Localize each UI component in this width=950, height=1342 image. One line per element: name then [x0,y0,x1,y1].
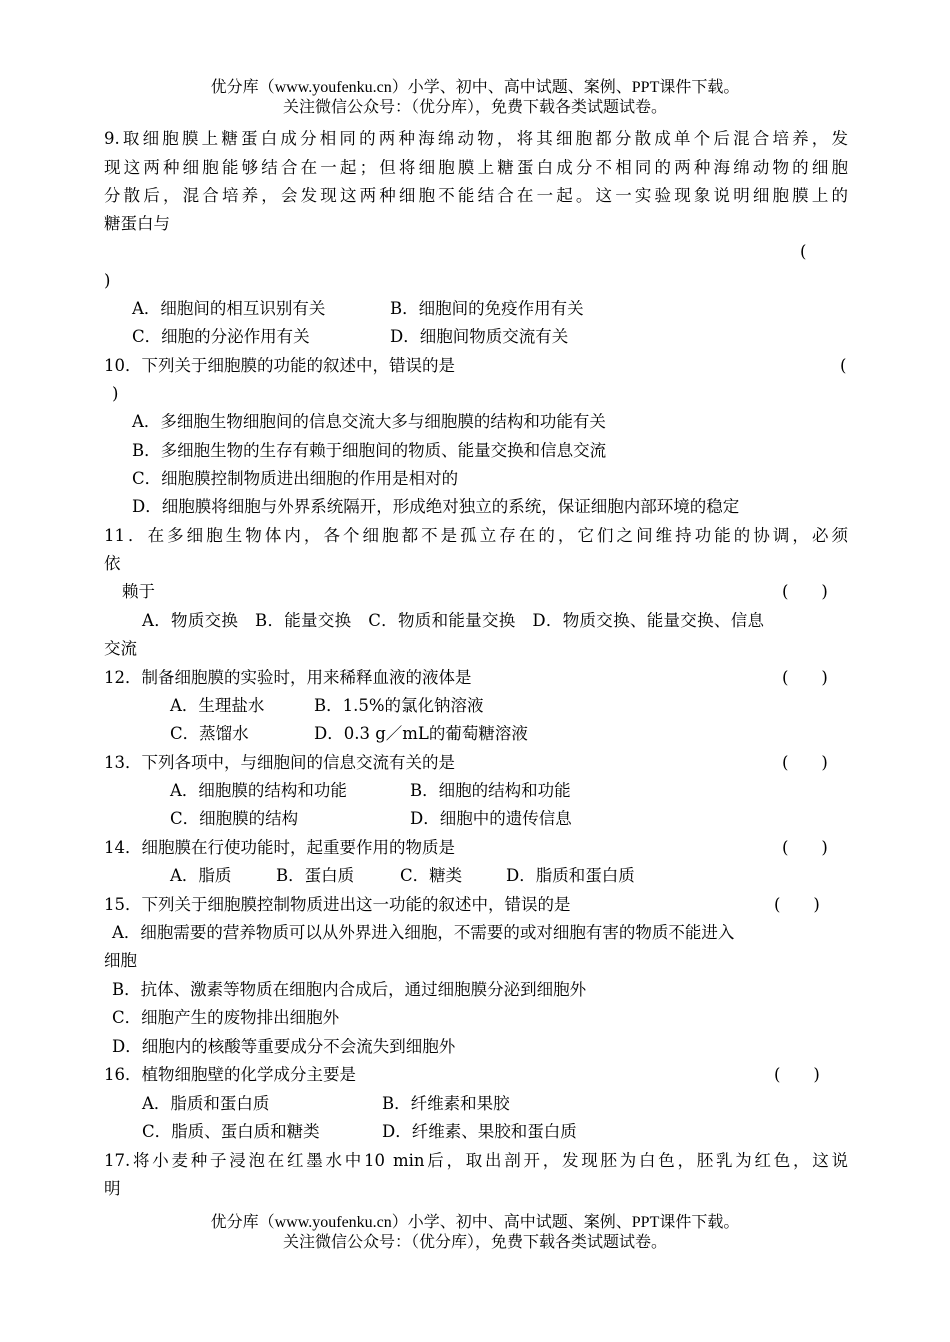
q13-option-c: C．细胞膜的结构 [170,809,299,828]
q9-line-1: 9.取细胞膜上糖蛋白成分相同的两种海绵动物，将其细胞都分散成单个后混合培养，发 [104,129,848,148]
q12-option-a: A．生理盐水 [170,696,265,715]
q13-answer-paren: ( ) [782,753,828,772]
footer-line-2: 关注微信公众号：（优分库），免费下载各类试题试卷。 [282,1234,667,1251]
q13-option-b: B．细胞的结构和功能 [410,781,571,800]
q10-option-d: D．细胞膜将细胞与外界系统隔开，形成绝对独立的系统，保证细胞内部环境的稳定 [132,497,740,516]
q10-option-b: B．多细胞生物的生存有赖于细胞间的物质、能量交换和信息交流 [132,441,607,460]
q17-line-1: 17.将小麦种子浸泡在红墨水中10 min后，取出剖开，发现胚为白色，胚乳为红色，这说 [104,1151,848,1170]
q16-option-b: B．纤维素和果胶 [382,1094,510,1113]
q9-line-4: 糖蛋白与 [104,214,170,233]
q15-stem: 15．下列关于细胞膜控制物质进出这一功能的叙述中，错误的是 [104,895,571,914]
q15-option-c: C．细胞产生的废物排出细胞外 [112,1008,340,1027]
q11-options: A．物质交换 B．能量交换 C．物质和能量交换 D．物质交换、能量交换、信息 [142,611,765,630]
q14-option-d: D．脂质和蛋白质 [506,866,635,885]
q10-option-c: C．细胞膜控制物质进出细胞的作用是相对的 [132,469,459,488]
q14-option-c: C．糖类 [400,866,463,885]
q16-option-d: D．纤维素、果胶和蛋白质 [382,1122,577,1141]
q16-option-a: A．脂质和蛋白质 [142,1094,270,1113]
q15-answer-paren: ( ) [774,895,820,914]
q15-option-d: D．细胞内的核酸等重要成分不会流失到细胞外 [112,1037,456,1056]
q15-option-a: A．细胞需要的营养物质可以从外界进入细胞，不需要的或对细胞有害的物质不能进入 [112,923,735,942]
q10-answer-paren-close: ) [112,384,119,403]
q14-option-b: B．蛋白质 [276,866,355,885]
q11-answer-paren: ( ) [782,582,828,601]
q15-option-b: B．抗体、激素等物质在细胞内合成后，通过细胞膜分泌到细胞外 [112,980,587,999]
q9-line-3: 分散后，混合培养，会发现这两种细胞不能结合在一起。这一实验现象说明细胞膜上的 [104,186,848,205]
q12-option-c: C．蒸馏水 [170,724,249,743]
q16-answer-paren: ( ) [774,1065,820,1084]
q9-option-c: C．细胞的分泌作用有关 [132,327,310,346]
q16-stem: 16．植物细胞壁的化学成分主要是 [104,1065,356,1084]
q9-option-d: D．细胞间物质交流有关 [390,327,569,346]
q12-option-b: B．1.5%的氯化钠溶液 [314,696,484,715]
q12-answer-paren: ( ) [782,668,828,687]
q12-option-d: D．0.3 g／mL的葡萄糖溶液 [314,724,528,743]
q11-line-1: 11．在多细胞生物体内，各个细胞都不是孤立存在的，它们之间维持功能的协调，必须 [104,526,848,545]
q11-line-3: 赖于 [122,582,155,601]
q13-option-d: D．细胞中的遗传信息 [410,809,572,828]
q10-option-a: A．多细胞生物细胞间的信息交流大多与细胞膜的结构和功能有关 [132,412,606,431]
q10-stem: 10．下列关于细胞膜的功能的叙述中，错误的是 [104,356,455,375]
q11-options-cont: 交流 [104,639,137,658]
q9-answer-paren-close: ) [104,271,111,290]
q9-option-b: B．细胞间的免疫作用有关 [390,299,584,318]
q9-option-a: A．细胞间的相互识别有关 [132,299,326,318]
q13-stem: 13．下列各项中，与细胞间的信息交流有关的是 [104,753,455,772]
footer-line-1: 优分库（www.youfenku.cn）小学、初中、高中试题、案例、PPT课件下载。 [210,1214,740,1231]
header-line-2: 关注微信公众号：（优分库），免费下载各类试题试卷。 [282,99,667,116]
q14-option-a: A．脂质 [170,866,232,885]
q13-option-a: A．细胞膜的结构和功能 [170,781,347,800]
q11-line-2: 依 [104,554,121,573]
q15-option-a-cont: 细胞 [104,951,137,970]
q14-stem: 14．细胞膜在行使功能时，起重要作用的物质是 [104,838,455,857]
q14-answer-paren: ( ) [782,838,828,857]
q9-answer-paren-open: ( [800,242,807,261]
q9-line-2: 现这两种细胞能够结合在一起；但将细胞膜上糖蛋白成分不相同的两种海绵动物的细胞 [104,158,848,177]
q10-answer-paren-open: ( [840,356,847,375]
header-line-1: 优分库（www.youfenku.cn）小学、初中、高中试题、案例、PPT课件下载。 [210,79,740,96]
q16-option-c: C．脂质、蛋白质和糖类 [142,1122,320,1141]
q17-line-2: 明 [104,1179,121,1198]
q12-stem: 12．制备细胞膜的实验时，用来稀释血液的液体是 [104,668,472,687]
